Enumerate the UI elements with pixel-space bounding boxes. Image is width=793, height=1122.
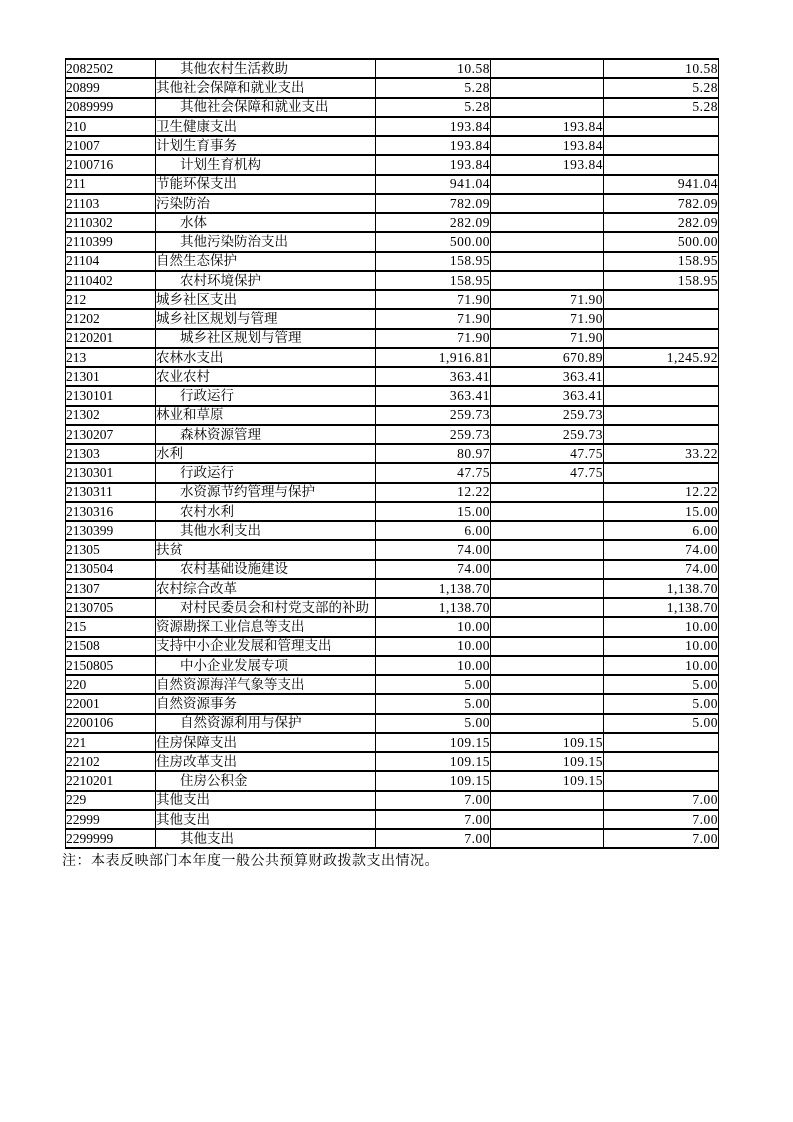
code-cell: 2130311 [66,483,156,502]
name-cell: 资源勘探工业信息等支出 [156,617,376,636]
code-cell: 2120201 [66,329,156,348]
amount-cell-1: 1,138.70 [376,598,491,617]
name-cell: 城乡社区规划与管理 [156,329,376,348]
code-cell: 22001 [66,694,156,713]
code-cell: 213 [66,348,156,367]
amount-cell-3: 5.28 [604,98,719,117]
amount-cell-2 [491,59,604,78]
name-cell: 自然资源事务 [156,694,376,713]
amount-cell-2 [491,98,604,117]
amount-cell-1: 10.00 [376,637,491,656]
name-cell: 农业农村 [156,367,376,386]
amount-cell-1: 193.84 [376,117,491,136]
table-row [66,675,719,694]
amount-cell-2 [491,714,604,733]
table-row [66,637,719,656]
amount-cell-1: 363.41 [376,367,491,386]
table-row [66,829,719,848]
name-cell: 住房公积金 [156,771,376,790]
name-cell: 其他支出 [156,829,376,848]
amount-cell-1: 259.73 [376,406,491,425]
table-row [66,502,719,521]
amount-cell-1: 47.75 [376,463,491,482]
code-cell: 21303 [66,444,156,463]
table-row [66,367,719,386]
amount-cell-2: 109.15 [491,752,604,771]
amount-cell-3: 10.00 [604,656,719,675]
name-cell: 其他支出 [156,791,376,810]
amount-cell-1: 71.90 [376,329,491,348]
amount-cell-3: 1,138.70 [604,579,719,598]
code-cell: 2130399 [66,521,156,540]
code-cell: 20899 [66,78,156,97]
amount-cell-1: 5.00 [376,714,491,733]
amount-cell-1: 10.00 [376,617,491,636]
amount-cell-3: 782.09 [604,194,719,213]
name-cell: 行政运行 [156,463,376,482]
name-cell: 计划生育事务 [156,136,376,155]
amount-cell-3 [604,406,719,425]
table-row [66,483,719,502]
amount-cell-1: 10.58 [376,59,491,78]
table-row [66,579,719,598]
name-cell: 其他社会保障和就业支出 [156,98,376,117]
table-row [66,406,719,425]
code-cell: 21301 [66,367,156,386]
name-cell: 计划生育机构 [156,155,376,174]
amount-cell-2 [491,617,604,636]
amount-cell-2 [491,598,604,617]
code-cell: 2110402 [66,271,156,290]
amount-cell-1: 74.00 [376,540,491,559]
name-cell: 农林水支出 [156,348,376,367]
table-row [66,444,719,463]
code-cell: 2082502 [66,59,156,78]
table-row [66,694,719,713]
amount-cell-2: 193.84 [491,155,604,174]
amount-cell-1: 74.00 [376,560,491,579]
amount-cell-1: 259.73 [376,425,491,444]
amount-cell-3 [604,117,719,136]
amount-cell-2 [491,271,604,290]
code-cell: 2130705 [66,598,156,617]
amount-cell-3: 1,138.70 [604,598,719,617]
budget-table-body [66,59,719,848]
code-cell: 2110302 [66,213,156,232]
amount-cell-1: 193.84 [376,155,491,174]
amount-cell-2 [491,175,604,194]
amount-cell-3 [604,733,719,752]
amount-cell-3 [604,771,719,790]
name-cell: 水体 [156,213,376,232]
table-row [66,540,719,559]
amount-cell-3 [604,752,719,771]
code-cell: 2130504 [66,560,156,579]
amount-cell-1: 7.00 [376,829,491,848]
amount-cell-2 [491,675,604,694]
amount-cell-1: 500.00 [376,232,491,251]
code-cell: 21508 [66,637,156,656]
amount-cell-3: 5.00 [604,714,719,733]
amount-cell-2: 71.90 [491,309,604,328]
amount-cell-2: 109.15 [491,733,604,752]
name-cell: 自然生态保护 [156,252,376,271]
amount-cell-1: 7.00 [376,810,491,829]
budget-table [65,58,719,849]
amount-cell-3: 7.00 [604,829,719,848]
amount-cell-2 [491,579,604,598]
code-cell: 2210201 [66,771,156,790]
code-cell: 2130316 [66,502,156,521]
amount-cell-3: 282.09 [604,213,719,232]
amount-cell-2 [491,213,604,232]
amount-cell-1: 158.95 [376,271,491,290]
amount-cell-2 [491,829,604,848]
amount-cell-1: 7.00 [376,791,491,810]
code-cell: 211 [66,175,156,194]
table-row [66,521,719,540]
table-row [66,425,719,444]
amount-cell-2 [491,694,604,713]
code-cell: 21103 [66,194,156,213]
amount-cell-2 [491,194,604,213]
amount-cell-3: 500.00 [604,232,719,251]
amount-cell-3 [604,367,719,386]
name-cell: 扶贫 [156,540,376,559]
amount-cell-2: 71.90 [491,329,604,348]
amount-cell-3: 5.00 [604,694,719,713]
amount-cell-3: 158.95 [604,252,719,271]
amount-cell-3 [604,463,719,482]
amount-cell-2: 363.41 [491,386,604,405]
amount-cell-1: 5.28 [376,78,491,97]
code-cell: 215 [66,617,156,636]
amount-cell-2 [491,483,604,502]
name-cell: 水资源节约管理与保护 [156,483,376,502]
amount-cell-2 [491,810,604,829]
name-cell: 其他污染防治支出 [156,232,376,251]
name-cell: 水利 [156,444,376,463]
name-cell: 节能环保支出 [156,175,376,194]
table-row [66,560,719,579]
name-cell: 卫生健康支出 [156,117,376,136]
amount-cell-1: 109.15 [376,771,491,790]
code-cell: 2130301 [66,463,156,482]
name-cell: 住房改革支出 [156,752,376,771]
amount-cell-2: 193.84 [491,136,604,155]
name-cell: 森林资源管理 [156,425,376,444]
amount-cell-1: 1,138.70 [376,579,491,598]
table-row [66,617,719,636]
amount-cell-2: 193.84 [491,117,604,136]
amount-cell-3: 5.00 [604,675,719,694]
table-row [66,771,719,790]
amount-cell-3 [604,329,719,348]
amount-cell-1: 12.22 [376,483,491,502]
name-cell: 住房保障支出 [156,733,376,752]
table-row [66,271,719,290]
amount-cell-3: 6.00 [604,521,719,540]
amount-cell-3: 10.00 [604,617,719,636]
table-row [66,598,719,617]
code-cell: 2299999 [66,829,156,848]
amount-cell-2: 47.75 [491,444,604,463]
code-cell: 210 [66,117,156,136]
name-cell: 农村水利 [156,502,376,521]
amount-cell-1: 941.04 [376,175,491,194]
code-cell: 2130101 [66,386,156,405]
amount-cell-1: 782.09 [376,194,491,213]
amount-cell-1: 282.09 [376,213,491,232]
code-cell: 22102 [66,752,156,771]
amount-cell-2 [491,502,604,521]
amount-cell-1: 5.00 [376,675,491,694]
name-cell: 农村环境保护 [156,271,376,290]
table-row [66,463,719,482]
amount-cell-3: 1,245.92 [604,348,719,367]
name-cell: 自然资源海洋气象等支出 [156,675,376,694]
code-cell: 2200106 [66,714,156,733]
name-cell: 支持中小企业发展和管理支出 [156,637,376,656]
name-cell: 中小企业发展专项 [156,656,376,675]
table-row [66,98,719,117]
table-row [66,752,719,771]
amount-cell-2: 259.73 [491,425,604,444]
name-cell: 其他水利支出 [156,521,376,540]
amount-cell-1: 109.15 [376,733,491,752]
table-row [66,386,719,405]
name-cell: 城乡社区规划与管理 [156,309,376,328]
amount-cell-1: 6.00 [376,521,491,540]
amount-cell-1: 15.00 [376,502,491,521]
table-row [66,155,719,174]
amount-cell-3: 10.58 [604,59,719,78]
table-row [66,252,719,271]
table-row [66,232,719,251]
code-cell: 2100716 [66,155,156,174]
name-cell: 行政运行 [156,386,376,405]
amount-cell-3 [604,386,719,405]
amount-cell-2: 259.73 [491,406,604,425]
name-cell: 农村基础设施建设 [156,560,376,579]
code-cell: 21007 [66,136,156,155]
amount-cell-1: 10.00 [376,656,491,675]
amount-cell-2: 109.15 [491,771,604,790]
amount-cell-3: 10.00 [604,637,719,656]
amount-cell-3: 7.00 [604,791,719,810]
amount-cell-1: 5.28 [376,98,491,117]
amount-cell-1: 5.00 [376,694,491,713]
amount-cell-3: 15.00 [604,502,719,521]
amount-cell-2 [491,560,604,579]
name-cell: 农村综合改革 [156,579,376,598]
table-row [66,714,719,733]
amount-cell-2 [491,656,604,675]
name-cell: 城乡社区支出 [156,290,376,309]
code-cell: 2110399 [66,232,156,251]
code-cell: 2089999 [66,98,156,117]
amount-cell-1: 158.95 [376,252,491,271]
amount-cell-2: 71.90 [491,290,604,309]
code-cell: 221 [66,733,156,752]
amount-cell-1: 193.84 [376,136,491,155]
amount-cell-2: 670.89 [491,348,604,367]
table-row [66,78,719,97]
code-cell: 2130207 [66,425,156,444]
amount-cell-2: 363.41 [491,367,604,386]
table-row [66,175,719,194]
amount-cell-2 [491,78,604,97]
name-cell: 林业和草原 [156,406,376,425]
name-cell: 其他支出 [156,810,376,829]
code-cell: 21202 [66,309,156,328]
name-cell: 其他农村生活救助 [156,59,376,78]
name-cell: 对村民委员会和村党支部的补助 [156,598,376,617]
amount-cell-3: 5.28 [604,78,719,97]
amount-cell-3 [604,309,719,328]
amount-cell-1: 363.41 [376,386,491,405]
amount-cell-3 [604,425,719,444]
amount-cell-2 [491,521,604,540]
code-cell: 21302 [66,406,156,425]
name-cell: 污染防治 [156,194,376,213]
table-row [66,136,719,155]
amount-cell-2 [491,637,604,656]
amount-cell-3 [604,155,719,174]
name-cell: 自然资源利用与保护 [156,714,376,733]
code-cell: 21104 [66,252,156,271]
amount-cell-3: 74.00 [604,560,719,579]
amount-cell-3: 158.95 [604,271,719,290]
table-row [66,309,719,328]
amount-cell-2 [491,540,604,559]
amount-cell-2: 47.75 [491,463,604,482]
table-row [66,733,719,752]
code-cell: 220 [66,675,156,694]
table-row [66,348,719,367]
code-cell: 21305 [66,540,156,559]
code-cell: 21307 [66,579,156,598]
amount-cell-2 [491,252,604,271]
amount-cell-2 [491,232,604,251]
amount-cell-3: 941.04 [604,175,719,194]
amount-cell-3 [604,290,719,309]
table-note: 注：本表反映部门本年度一般公共预算财政拨款支出情况。 [62,854,439,869]
amount-cell-3: 74.00 [604,540,719,559]
table-row [66,117,719,136]
amount-cell-1: 109.15 [376,752,491,771]
amount-cell-3: 12.22 [604,483,719,502]
table-row [66,810,719,829]
amount-cell-1: 80.97 [376,444,491,463]
table-row [66,656,719,675]
table-row [66,59,719,78]
name-cell: 其他社会保障和就业支出 [156,78,376,97]
code-cell: 212 [66,290,156,309]
amount-cell-3: 33.22 [604,444,719,463]
code-cell: 229 [66,791,156,810]
table-row [66,329,719,348]
table-row [66,791,719,810]
amount-cell-1: 71.90 [376,290,491,309]
table-row [66,194,719,213]
code-cell: 22999 [66,810,156,829]
table-row [66,290,719,309]
amount-cell-2 [491,791,604,810]
code-cell: 2150805 [66,656,156,675]
amount-cell-3: 7.00 [604,810,719,829]
amount-cell-1: 1,916.81 [376,348,491,367]
table-row [66,213,719,232]
amount-cell-1: 71.90 [376,309,491,328]
amount-cell-3 [604,136,719,155]
